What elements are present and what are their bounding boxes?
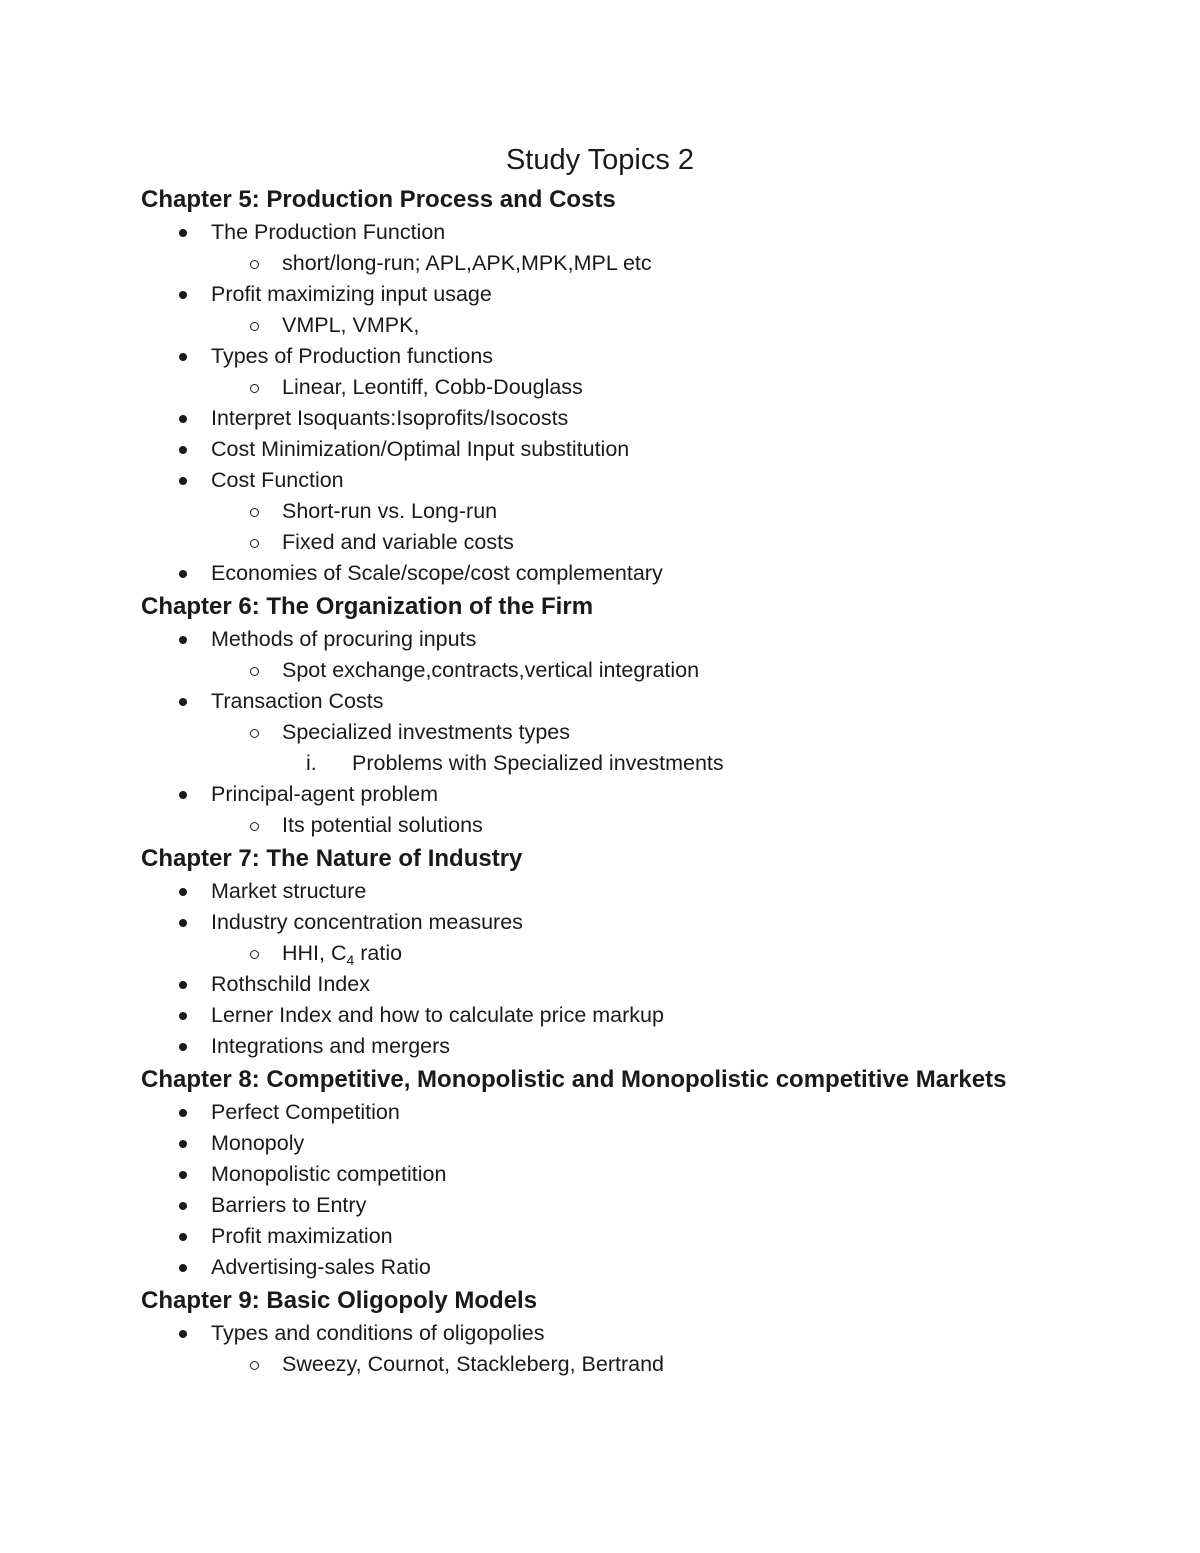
filled-bullet-icon	[179, 477, 187, 485]
list-item-label: Economies of Scale/scope/cost complementary	[211, 561, 663, 585]
filled-bullet-icon	[179, 570, 187, 578]
filled-bullet-icon	[179, 291, 187, 299]
list-item-label: HHI, C	[282, 941, 347, 965]
filled-bullet-icon	[179, 1171, 187, 1179]
filled-bullet-icon	[179, 1109, 187, 1117]
list-item-level-1	[141, 465, 1181, 496]
list-item-label: Its potential solutions	[282, 813, 483, 837]
hollow-bullet-icon	[250, 729, 259, 738]
list-item-level-1	[141, 558, 1181, 589]
list-item-text	[211, 1221, 393, 1252]
list-item-text	[282, 717, 570, 748]
filled-bullet-icon	[179, 919, 187, 927]
list-item-label: Short-run vs. Long-run	[282, 499, 498, 523]
list-item-label: Industry concentration measures	[211, 910, 523, 934]
hollow-bullet-icon	[250, 322, 259, 331]
document-title: Study Topics 2	[505, 144, 695, 176]
list-item-label: Types of Production functions	[211, 344, 494, 368]
list-item-level-2	[141, 938, 1181, 969]
list-item-text	[211, 1128, 304, 1159]
list-item-level-1	[141, 1031, 1181, 1062]
list-item-level-1	[141, 434, 1181, 465]
hollow-bullet-icon	[250, 1361, 259, 1370]
list-item-label: Interpret Isoquants:Isoprofits/Isocosts	[211, 406, 569, 430]
list-item-text	[211, 1097, 400, 1128]
list-item-text	[211, 1252, 431, 1283]
list-item-label: Perfect Competition	[211, 1100, 400, 1124]
list-item-label: Advertising-sales Ratio	[211, 1255, 431, 1279]
filled-bullet-icon	[179, 415, 187, 423]
hollow-bullet-icon	[250, 508, 259, 517]
list-item-level-2	[141, 248, 1181, 279]
hollow-bullet-icon	[250, 384, 259, 393]
filled-bullet-icon	[179, 981, 187, 989]
list-item-level-1	[141, 1190, 1181, 1221]
list-item-text	[211, 969, 370, 1000]
hollow-bullet-icon	[250, 539, 259, 548]
list-item-text	[211, 558, 663, 589]
list-item-level-1	[141, 876, 1181, 907]
list-item-text	[282, 496, 497, 527]
list-item-level-1	[141, 1318, 1181, 1349]
list-item-text	[282, 810, 483, 841]
hollow-bullet-icon	[250, 822, 259, 831]
list-item-level-3	[141, 748, 1181, 779]
list-item-text	[282, 248, 652, 279]
filled-bullet-icon	[179, 353, 187, 361]
list-item-level-2	[141, 655, 1181, 686]
list-item-level-1	[141, 686, 1181, 717]
list-item-text	[211, 907, 523, 938]
list-item-text	[211, 434, 629, 465]
list-item-text	[211, 403, 568, 434]
list-item-level-1	[141, 1252, 1181, 1283]
list-item-label: short/long-run; APL,APK,MPK,MPL etc	[282, 251, 652, 275]
list-item-text	[211, 686, 383, 717]
list-item-label: Lerner Index and how to calculate price markup	[211, 1003, 664, 1027]
list-item-text	[211, 279, 492, 310]
list-item-level-1	[141, 1159, 1181, 1190]
list-item-text	[211, 1031, 450, 1062]
list-item-level-1	[141, 624, 1181, 655]
list-item-text	[352, 748, 724, 779]
list-item-label: Types and conditions of oligopolies	[211, 1321, 545, 1345]
list-item-level-1	[141, 279, 1181, 310]
list-item-level-2	[141, 527, 1181, 558]
list-item-text	[211, 1159, 446, 1190]
list-item-level-1	[141, 341, 1181, 372]
filled-bullet-icon	[179, 1012, 187, 1020]
list-item-text	[211, 1000, 664, 1031]
list-item-label: Specialized investments types	[282, 720, 571, 744]
list-item-label: Integrations and mergers	[211, 1034, 451, 1058]
list-item-label: Barriers to Entry	[211, 1193, 367, 1217]
filled-bullet-icon	[179, 888, 187, 896]
list-item-label: Cost Function	[211, 468, 344, 492]
filled-bullet-icon	[179, 698, 187, 706]
list-item-label: Fixed and variable costs	[282, 530, 514, 554]
list-item-label: VMPL, VMPK,	[282, 313, 420, 337]
filled-bullet-icon	[179, 636, 187, 644]
chapter-heading: Chapter 6: The Organization of the Firm	[141, 593, 594, 620]
list-item-text	[211, 465, 344, 496]
list-item-level-2	[141, 496, 1181, 527]
list-item-label: Linear, Leontiff, Cobb-Douglass	[282, 375, 583, 399]
filled-bullet-icon	[179, 1233, 187, 1241]
list-item-label: Problems with Specialized investments	[352, 751, 724, 775]
filled-bullet-icon	[179, 446, 187, 454]
list-item-text	[282, 527, 514, 558]
list-item-level-1	[141, 1097, 1181, 1128]
filled-bullet-icon	[179, 791, 187, 799]
list-item-level-1	[141, 969, 1181, 1000]
list-item-label: Methods of procuring inputs	[211, 627, 477, 651]
list-item-text	[282, 372, 583, 403]
list-item-level-2	[141, 717, 1181, 748]
list-item-label: Profit maximizing input usage	[211, 282, 492, 306]
list-item-level-1	[141, 403, 1181, 434]
list-item-text	[211, 341, 493, 372]
list-item-text	[282, 310, 419, 341]
list-item-text	[211, 1318, 544, 1349]
list-item-label: Principal-agent problem	[211, 782, 439, 806]
list-item-text	[282, 1349, 664, 1380]
list-item-level-2	[141, 372, 1181, 403]
list-item-label: The Production Function	[211, 220, 446, 244]
list-item-text	[211, 779, 438, 810]
list-item-text	[211, 1190, 366, 1221]
list-item-label: Cost Minimization/Optimal Input substitution	[211, 437, 630, 461]
list-item-text	[211, 876, 366, 907]
list-item-label: Monopolistic competition	[211, 1162, 447, 1186]
filled-bullet-icon	[179, 229, 187, 237]
list-item-text	[211, 624, 476, 655]
list-item-label: Sweezy, Cournot, Stackleberg, Bertrand	[282, 1352, 665, 1376]
roman-numeral-marker: i.	[306, 751, 317, 775]
list-item-label: Spot exchange,contracts,vertical integration	[282, 658, 700, 682]
list-item-level-1	[141, 1128, 1181, 1159]
filled-bullet-icon	[179, 1043, 187, 1051]
list-item-label: Rothschild Index	[211, 972, 370, 996]
hollow-bullet-icon	[250, 260, 259, 269]
list-item-label: Profit maximization	[211, 1224, 393, 1248]
list-item-label: Market structure	[211, 879, 367, 903]
filled-bullet-icon	[179, 1202, 187, 1210]
list-item-text	[211, 217, 445, 248]
list-item-level-1	[141, 1221, 1181, 1252]
chapter-heading: Chapter 9: Basic Oligopoly Models	[141, 1287, 538, 1314]
hollow-bullet-icon	[250, 950, 259, 959]
list-item-level-2	[141, 1349, 1181, 1380]
filled-bullet-icon	[179, 1330, 187, 1338]
list-item-level-1	[141, 217, 1181, 248]
list-item-level-2	[141, 310, 1181, 341]
chapter-heading: Chapter 8: Competitive, Monopolistic and Monopolistic competitive Markets	[141, 1066, 1007, 1093]
chapter-heading: Chapter 7: The Nature of Industry	[141, 845, 523, 872]
list-item-label: Monopoly	[211, 1131, 305, 1155]
list-item-level-1	[141, 1000, 1181, 1031]
chapter-heading: Chapter 5: Production Process and Costs	[141, 186, 616, 213]
chapter-list	[141, 182, 1181, 1380]
filled-bullet-icon	[179, 1264, 187, 1272]
list-item-level-2	[141, 810, 1181, 841]
list-item-level-1	[141, 779, 1181, 810]
list-item-level-1	[141, 907, 1181, 938]
hollow-bullet-icon	[250, 667, 259, 676]
list-item-label-suffix: ratio	[354, 941, 403, 965]
list-item-text	[282, 655, 699, 686]
subscript-text: 4	[346, 952, 355, 968]
list-item-label: Transaction Costs	[211, 689, 384, 713]
filled-bullet-icon	[179, 1140, 187, 1148]
